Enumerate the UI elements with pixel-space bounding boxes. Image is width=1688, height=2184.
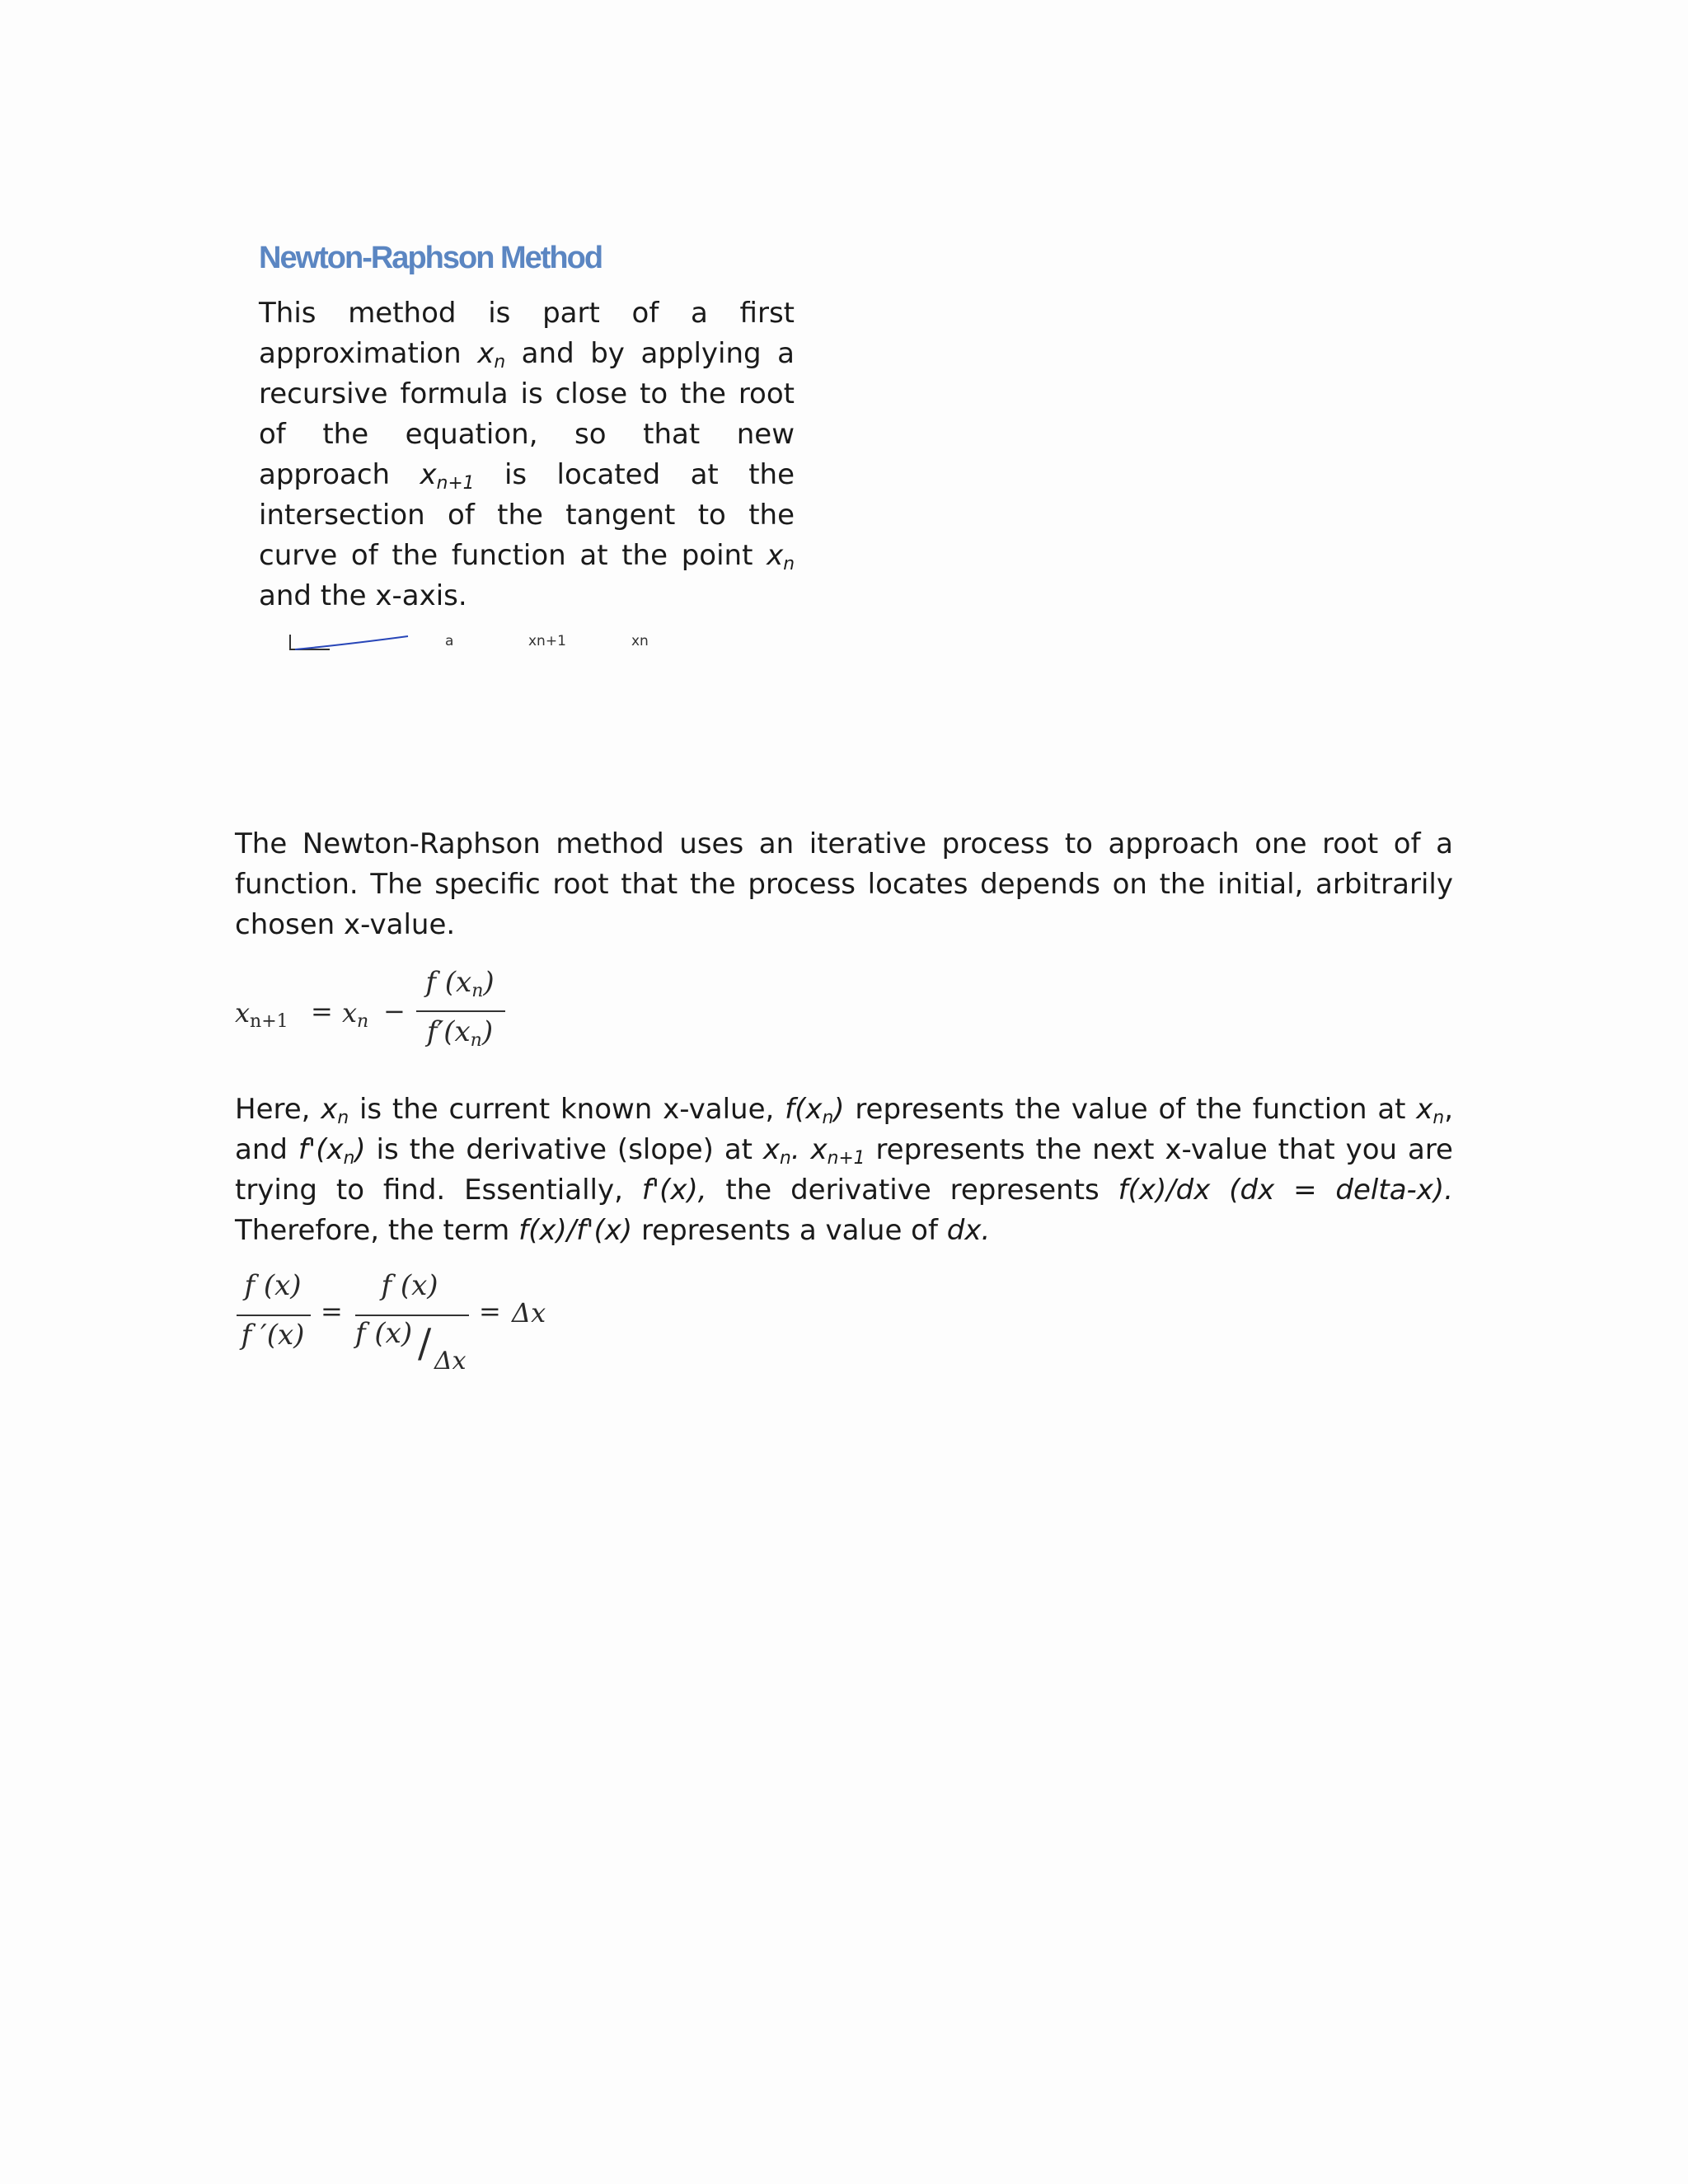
formula2-fraction-bar-2 [355, 1315, 469, 1316]
formula2-denominator-2: f (x) [355, 1317, 413, 1350]
delta-x-formula: f (x) f ′(x) = f (x) f (x) / Δx = Δx [235, 1269, 581, 1385]
axis-curve-graphic [280, 626, 412, 659]
var-x: x [420, 458, 437, 491]
label-xn1: xn+1 [528, 633, 566, 649]
formula2-numerator-1: f (x) [244, 1269, 302, 1302]
formula2-fraction-bar-1 [237, 1315, 311, 1316]
paragraph-explanation: Here, $x_n$ is the current known x-value, $f(x_n)$ represents the value of the function at $x_n$, and $f'(x_n)$ is the derivative (slope) at $x_n$. $x_{n+1}$ represents the next x-value that you are trying to find. Essentially, f'(x), the derivative represents f(x)/dx (dx = delta-x). Therefore, the term f(x)/f'(x) represents a value of dx. [235, 1093, 1454, 1247]
formula2-numerator-2: f (x) [381, 1269, 438, 1302]
newton-raphson-formula: $x_{n+1}$ = $x_n$ − f $(x_n)$ $f'(x_n)$ [235, 964, 532, 1063]
var-x: x [477, 337, 495, 370]
formula1-numerator: f $(x_n)$ [425, 966, 495, 1002]
section-heading: Newton-Raphson Method [259, 241, 603, 275]
label-xn: xn [631, 633, 649, 649]
newton-diagram-fragment [280, 626, 676, 668]
paragraph-iterative-process: The Newton-Raphson method uses an iterative process to approach one root of a function. The specific root that the process locates depends on the initial, arbitrarily chosen x-value. [235, 827, 1453, 941]
label-a: a [445, 633, 454, 649]
formula1-fraction-bar [416, 1010, 505, 1012]
var-x: x [767, 539, 784, 572]
formula2-denominator-1: f ′(x) [241, 1319, 305, 1352]
intro-paragraph: This method is part of a first approximation $x_n$ and by applying a recursive formula is close to the root of the equation, so that new approach $x_{n+1}$ is located at the intersection of the tangent to the curve of the function at the point $x_n$ and the x-axis. [259, 297, 795, 612]
formula1-denominator: $f'(x_n)$ [426, 1015, 494, 1052]
